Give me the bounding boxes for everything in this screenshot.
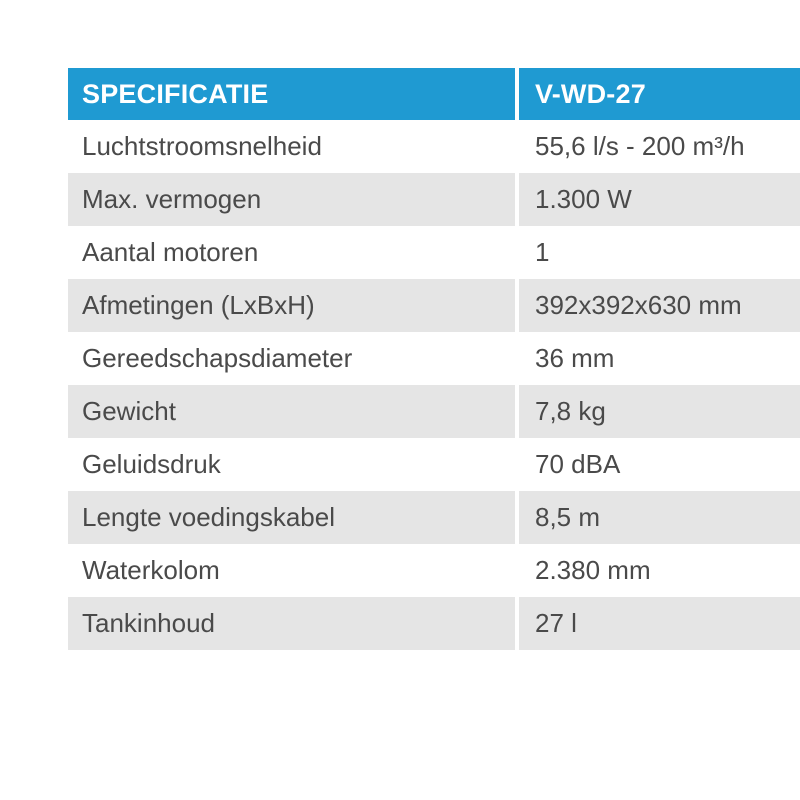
table-row <box>68 544 800 597</box>
row-label: Tankinhoud <box>68 597 515 650</box>
table-row <box>68 173 800 226</box>
table-row <box>68 332 800 385</box>
row-label: Geluidsdruk <box>68 438 515 491</box>
table-row <box>68 279 800 332</box>
row-value: 8,5 m <box>519 491 800 544</box>
row-value: 36 mm <box>519 332 800 385</box>
row-label: Gewicht <box>68 385 515 438</box>
row-label: Gereedschapsdiameter <box>68 332 515 385</box>
row-value: 392x392x630 mm <box>519 279 800 332</box>
row-value: 7,8 kg <box>519 385 800 438</box>
table-row <box>68 491 800 544</box>
table-row <box>68 597 800 650</box>
row-label: Afmetingen (LxBxH) <box>68 279 515 332</box>
row-label: Lengte voedingskabel <box>68 491 515 544</box>
row-value: 27 l <box>519 597 800 650</box>
header-spec-label: SPECIFICATIE <box>68 68 515 120</box>
row-value: 1 <box>519 226 800 279</box>
row-value: 2.380 mm <box>519 544 800 597</box>
row-label: Waterkolom <box>68 544 515 597</box>
table-header-row <box>68 68 800 120</box>
row-value: 70 dBA <box>519 438 800 491</box>
row-label: Luchtstroomsnelheid <box>68 120 515 173</box>
row-value: 1.300 W <box>519 173 800 226</box>
row-value: 55,6 l/s - 200 m³/h <box>519 120 800 173</box>
header-model-label: V-WD-27 <box>519 68 800 120</box>
table-row <box>68 385 800 438</box>
table-row <box>68 120 800 173</box>
spec-table <box>68 68 800 650</box>
table-row <box>68 438 800 491</box>
table-row <box>68 226 800 279</box>
row-label: Aantal motoren <box>68 226 515 279</box>
row-label: Max. vermogen <box>68 173 515 226</box>
